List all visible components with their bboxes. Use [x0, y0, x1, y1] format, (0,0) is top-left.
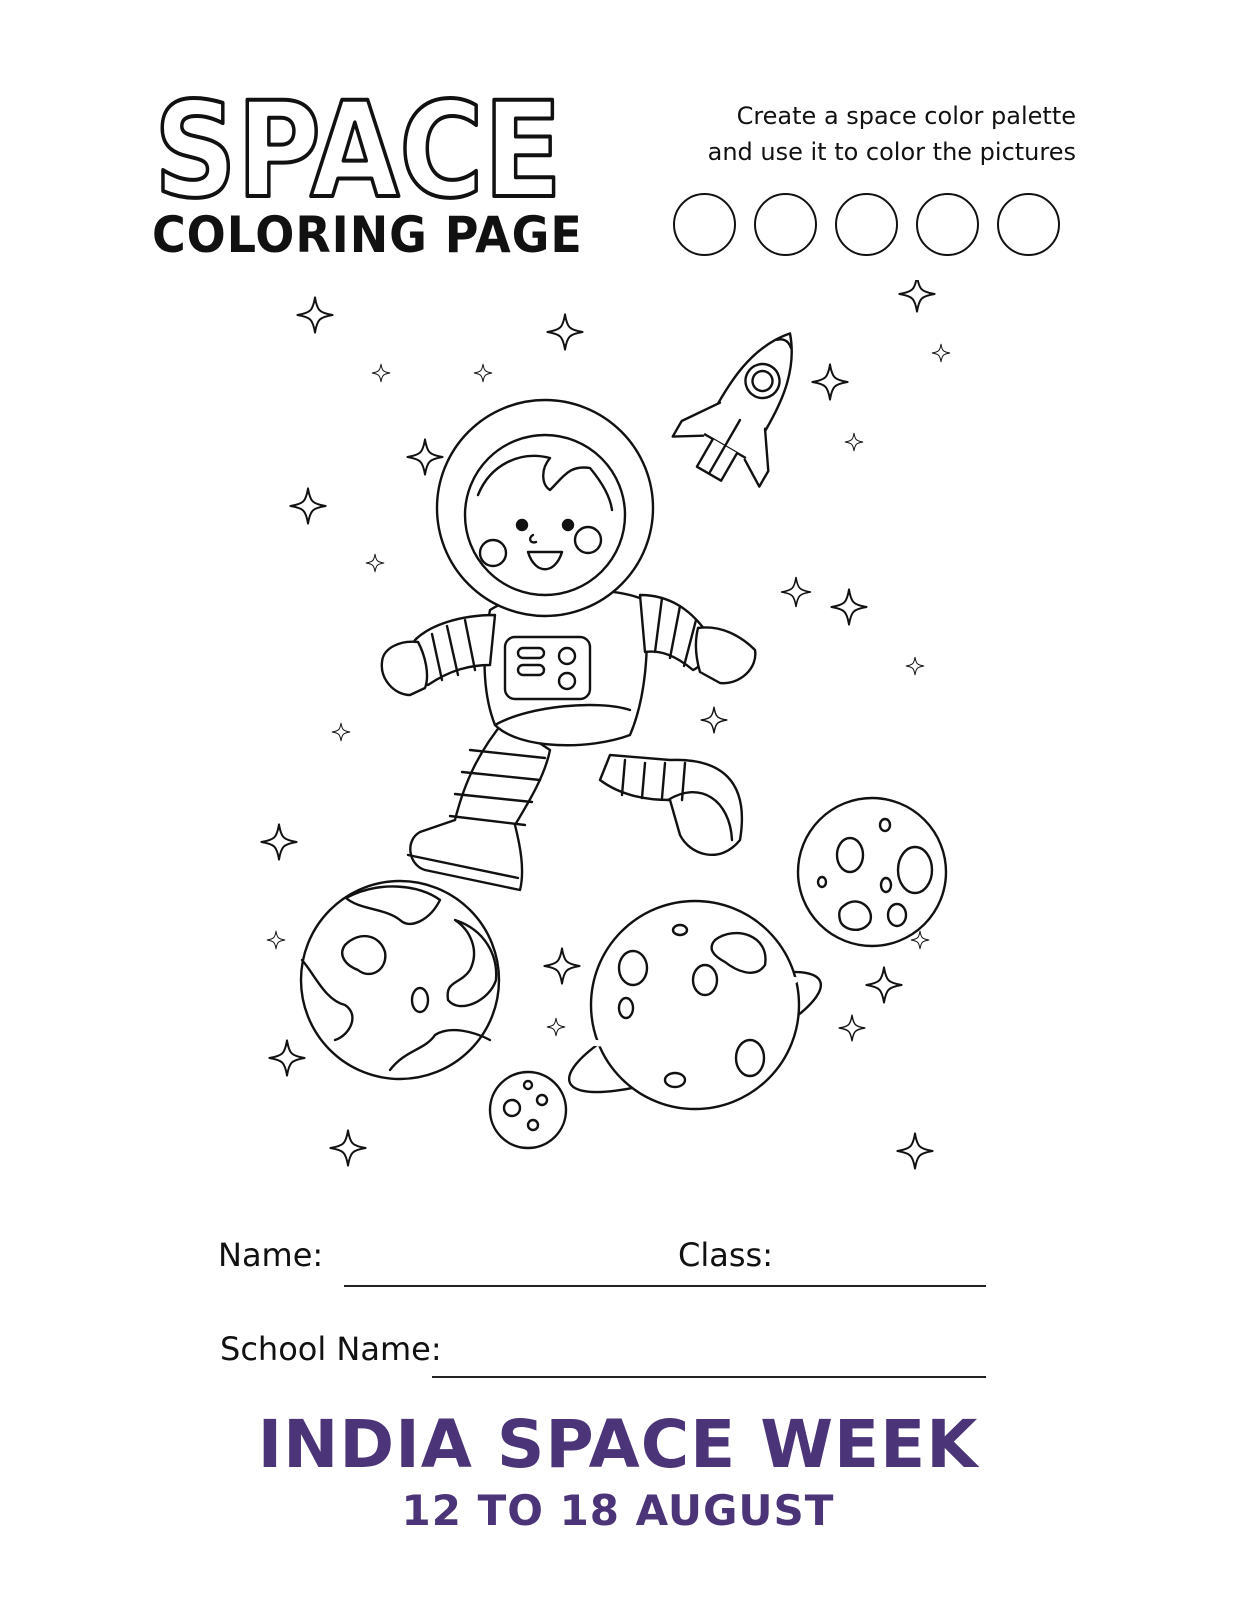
moon-planet — [798, 798, 946, 946]
earth-planet — [301, 881, 499, 1079]
event-dates: 12 TO 18 AUGUST — [401, 1486, 835, 1535]
name-class-field[interactable] — [344, 1285, 986, 1287]
palette-swatch[interactable] — [754, 193, 817, 256]
name-label: Name: — [218, 1236, 324, 1274]
page-subtitle: COLORING PAGE — [152, 206, 583, 264]
palette-swatch[interactable] — [835, 193, 898, 256]
palette-swatch[interactable] — [997, 193, 1060, 256]
palette-swatch[interactable] — [916, 193, 979, 256]
rocket — [666, 308, 834, 498]
class-label: Class: — [678, 1236, 773, 1274]
ringed-planet — [557, 901, 834, 1115]
school-name-label: School Name: — [220, 1330, 442, 1368]
color-palette — [673, 193, 1060, 256]
school-name-field[interactable] — [432, 1376, 986, 1378]
palette-instruction-line: Create a space color palette — [736, 102, 1076, 130]
astronaut — [382, 400, 756, 890]
coloring-illustration — [250, 280, 970, 1180]
page-title-text: SPACE — [154, 78, 562, 208]
page-title — [150, 78, 570, 208]
palette-instructions — [656, 98, 1076, 170]
event-title: INDIA SPACE WEEK — [257, 1406, 979, 1483]
palette-instruction-line: and use it to color the pictures — [707, 138, 1076, 166]
small-moon — [490, 1072, 566, 1148]
palette-swatch[interactable] — [673, 193, 736, 256]
